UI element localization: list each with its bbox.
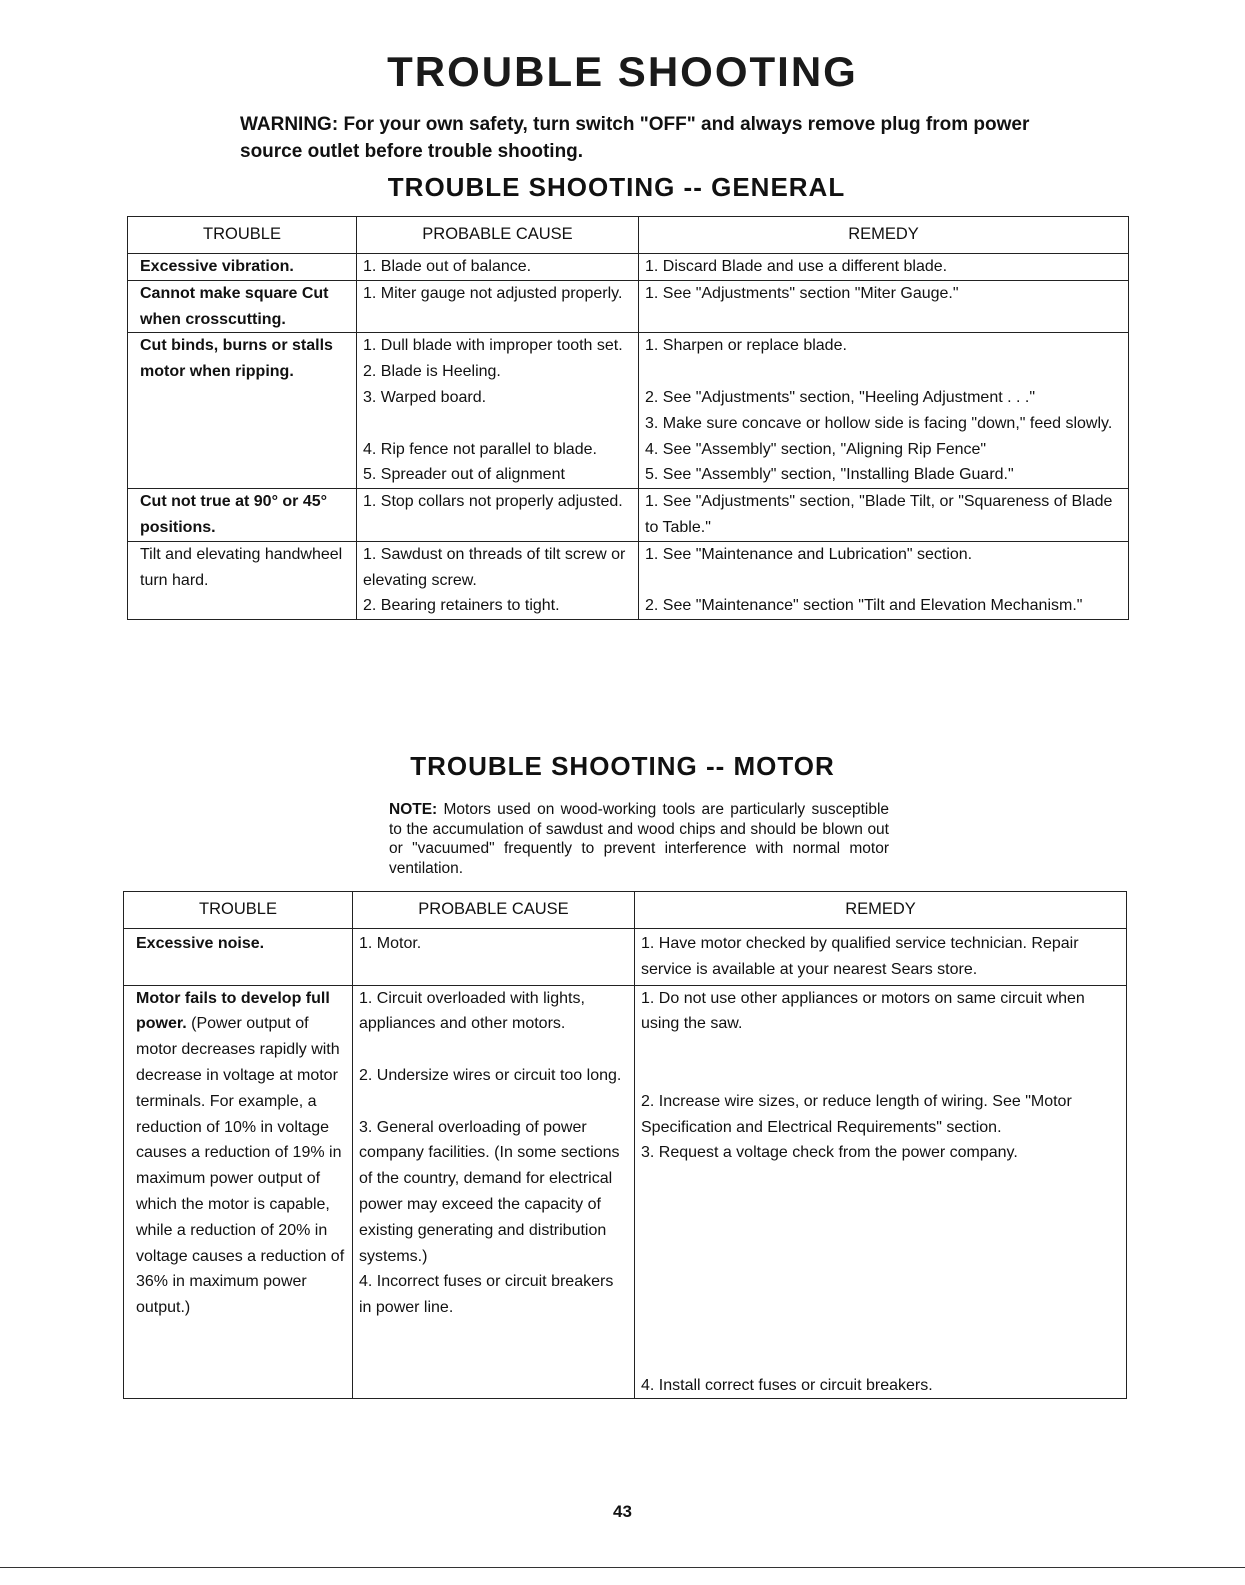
cause-item: 4. Rip fence not parallel to blade.: [363, 440, 597, 458]
remedy-cell: [639, 541, 1129, 619]
cause-cell: [357, 333, 639, 489]
cause-item: 2. Blade is Heeling.: [363, 363, 501, 381]
cause-item: 2. Undersize wires or circuit too long.: [359, 1066, 622, 1084]
trouble-cell: [128, 489, 357, 542]
cause-item: 2. Bearing retainers to tight.: [363, 597, 560, 615]
warning-label: WARNING:: [240, 114, 339, 135]
remedy-item: 1. Do not use other appliances or motors on same circuit when using the saw.: [641, 989, 1085, 1033]
remedy-item: 4. See "Assembly" section, "Aligning Rip Fence": [645, 440, 987, 458]
table-row: [128, 254, 1129, 281]
remedy-cell: [635, 985, 1127, 1399]
cause-cell: [353, 985, 635, 1399]
remedy-item: 1. See "Maintenance and Lubrication" section.: [645, 545, 973, 563]
page-number: 43: [613, 1502, 632, 1521]
cause-item: 1. Sawdust on threads of tilt screw or elevating screw.: [363, 545, 626, 589]
note-text: Motors used on wood-working tools are particularly susceptible to the accumulation of sawdust and wood chips and should be blown out or "vacuumed" frequently to prevent interference with normal motor ventilation.: [389, 801, 890, 877]
header-probable-cause: PROBABLE CAUSE: [353, 892, 635, 929]
trouble-text: Excessive noise.: [136, 935, 265, 952]
header-trouble: TROUBLE: [128, 217, 357, 254]
cause-cell: [357, 254, 639, 281]
remedy-item: 4. Install correct fuses or circuit breakers.: [641, 1376, 933, 1394]
warning-body: For your own safety, turn switch "OFF" and always remove plug from power source outlet before trouble shooting.: [240, 114, 1030, 162]
table-row: [128, 333, 1129, 489]
trouble-cell: [128, 280, 357, 333]
header-remedy: REMEDY: [635, 892, 1127, 929]
remedy-cell: [639, 333, 1129, 489]
cause-item: 1. Miter gauge not adjusted properly.: [363, 284, 623, 302]
trouble-text: Cannot make square Cut when crosscutting.: [140, 284, 329, 328]
trouble-text: Motor fails to develop full power.: [136, 989, 330, 1033]
trouble-text: Excessive vibration.: [140, 258, 294, 275]
trouble-cell: [124, 985, 353, 1399]
cause-item: 1. Stop collars not properly adjusted.: [363, 493, 623, 511]
trouble-cell: [124, 929, 353, 986]
remedy-item: 5. See "Assembly" section, "Installing Blade Guard.": [645, 466, 1014, 484]
cause-item: 3. Warped board.: [363, 388, 487, 406]
motor-section-title: TROUBLE SHOOTING -- MOTOR: [410, 751, 835, 781]
table-row: [128, 541, 1129, 619]
trouble-cell: [128, 254, 357, 281]
warning-text: [240, 111, 1060, 165]
header-probable-cause: PROBABLE CAUSE: [357, 217, 639, 254]
remedy-item: 1. See "Adjustments" section, "Blade Tilt, or "Squareness of Blade to Table.": [645, 493, 1113, 536]
remedy-cell: [639, 280, 1129, 333]
remedy-cell: [639, 489, 1129, 542]
cause-cell: [357, 280, 639, 333]
remedy-cell: [635, 929, 1127, 986]
trouble-cell: [128, 541, 357, 619]
cause-item: 1. Circuit overloaded with lights, appliances and other motors.: [359, 989, 585, 1033]
general-section-title: TROUBLE SHOOTING -- GENERAL: [387, 172, 846, 202]
trouble-text: Cut not true at 90° or 45° positions.: [140, 493, 328, 536]
motor-note: [389, 800, 889, 878]
table-row: [128, 280, 1129, 333]
remedy-item: 1. Have motor checked by qualified service technician. Repair service is available at your nearest Sears store.: [641, 935, 1079, 978]
remedy-item: 1. See "Adjustments" section "Miter Gauge.": [645, 284, 959, 302]
remedy-item: 2. See "Maintenance" section "Tilt and Elevation Mechanism.": [645, 597, 1083, 615]
remedy-item: 1. Sharpen or replace blade.: [645, 337, 847, 355]
cause-item: 5. Spreader out of alignment: [363, 466, 565, 484]
remedy-item: 3. Make sure concave or hollow side is facing "down," feed slowly.: [645, 414, 1113, 432]
remedy-item: 2. Increase wire sizes, or reduce length of wiring. See "Motor Specification and Electrical Requirements" section.: [641, 1092, 1072, 1136]
page-title: TROUBLE SHOOTING: [387, 48, 858, 95]
motor-troubleshooting-table: [123, 891, 1127, 1399]
cause-item: 1. Dull blade with improper tooth set.: [363, 337, 623, 355]
table-row: [128, 489, 1129, 542]
table-row: [124, 929, 1127, 986]
note-label: NOTE:: [389, 801, 438, 818]
remedy-item: 3. Request a voltage check from the power company.: [641, 1144, 1018, 1162]
remedy-item: 1. Discard Blade and use a different blade.: [645, 258, 948, 275]
table-row: [124, 985, 1127, 1399]
trouble-cell: [128, 333, 357, 489]
cause-cell: [357, 489, 639, 542]
header-remedy: REMEDY: [639, 217, 1129, 254]
header-trouble: TROUBLE: [124, 892, 353, 929]
trouble-text: Cut binds, burns or stalls motor when ripping.: [140, 337, 333, 381]
cause-item: 1. Blade out of balance.: [363, 258, 532, 275]
trouble-text: Tilt and elevating handwheel turn hard.: [140, 545, 343, 589]
remedy-item: 2. See "Adjustments" section, "Heeling Adjustment . . .": [645, 388, 1036, 406]
cause-cell: [357, 541, 639, 619]
cause-item: 4. Incorrect fuses or circuit breakers in power line.: [359, 1273, 614, 1317]
cause-cell: [353, 929, 635, 986]
remedy-cell: [639, 254, 1129, 281]
cause-item: 1. Motor.: [359, 935, 422, 952]
general-troubleshooting-table: [127, 216, 1129, 620]
cause-item: 3. General overloading of power company facilities. (In some sections of the country, demand for electrical power may exceed the capacity of existing generating and distribution systems.): [359, 1118, 620, 1265]
trouble-detail: (Power output of motor decreases rapidly with decrease in voltage at motor terminals. For example, a reduction of 10% in voltage causes a reduction of 19% in maximum power output of which the motor is capable, while a reduction of 20% in voltage causes a reduction of 36% in maximum power output.): [136, 1015, 345, 1317]
bottom-rule: [0, 1567, 1245, 1568]
